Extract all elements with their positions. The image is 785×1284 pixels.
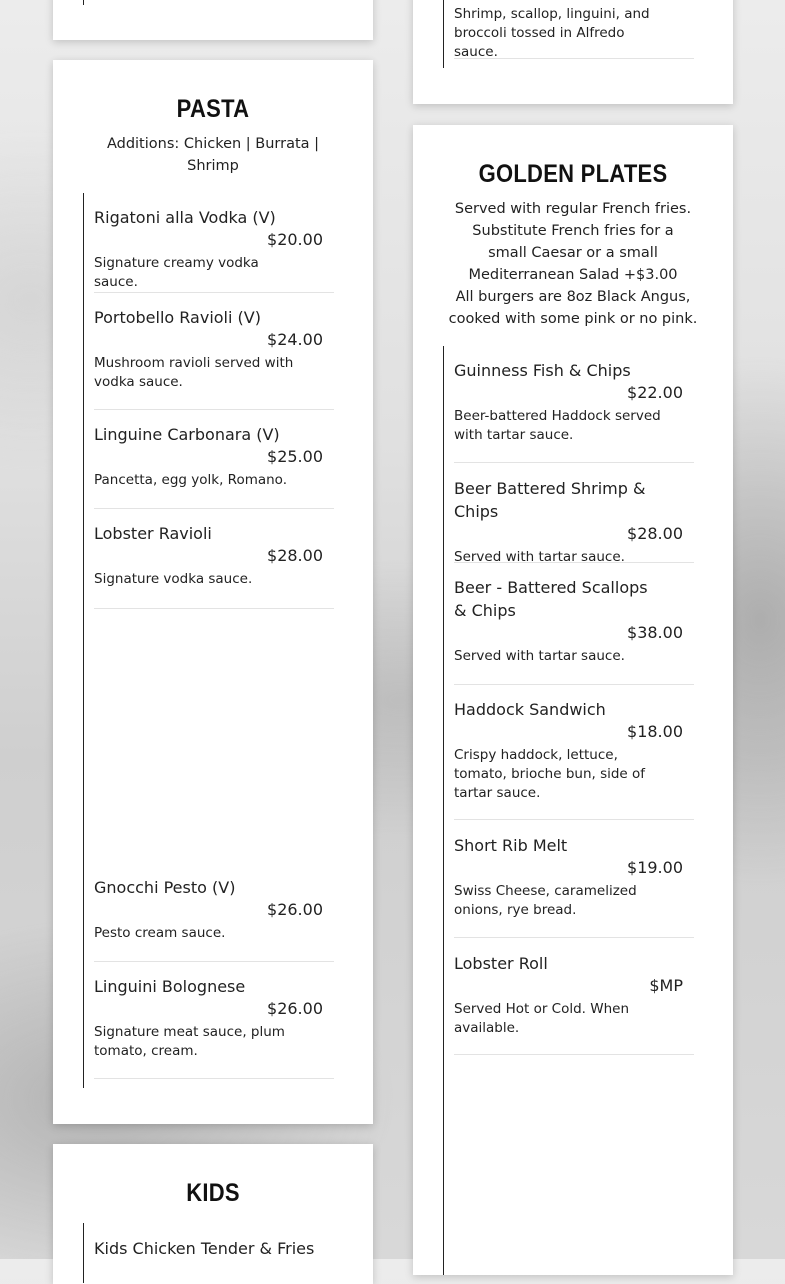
- item-name: Rigatoni alla Vodka (V): [94, 208, 276, 227]
- item-description: Signature meat sauce, plum tomato, cream.: [94, 1024, 285, 1059]
- item-description: Served with tartar sauce.: [454, 549, 625, 565]
- item-name: Linguini Bolognese: [94, 977, 246, 996]
- section-subtitle: Served with regular French fries. Substitute French fries for a small Caesar or a small Mediterranean Salad +$3.00: [454, 201, 692, 283]
- golden-plates-item-list: [443, 346, 683, 1275]
- item-name: Beer Battered Shrimp & Chips: [454, 479, 646, 521]
- item-name: Portobello Ravioli (V): [94, 308, 261, 327]
- menu-card-kids: [53, 1144, 373, 1284]
- menu-item[interactable]: [454, 359, 694, 463]
- item-description: Signature vodka sauce.: [94, 571, 253, 587]
- item-price: $26.00: [267, 900, 323, 919]
- item-name: Gnocchi Pesto (V): [94, 878, 236, 897]
- item-description: Beer-battered Haddock served with tartar sauce.: [454, 408, 661, 443]
- item-description: Pancetta, egg yolk, Romano.: [94, 472, 287, 488]
- item-name: Guinness Fish & Chips: [454, 361, 631, 380]
- menu-item[interactable]: [454, 698, 694, 820]
- menu-card-golden-plates: [413, 125, 733, 1275]
- item-name: Linguine Carbonara (V): [94, 425, 280, 444]
- item-description: Crispy haddock, lettuce, tomato, brioche bun, side of tartar sauce.: [454, 747, 646, 801]
- menu-item[interactable]: [94, 975, 334, 1079]
- item-name: Lobster Ravioli: [94, 524, 212, 543]
- section-title: KIDS: [186, 1179, 240, 1207]
- item-price: $MP: [649, 976, 683, 995]
- item-description: Swiss Cheese, caramelized onions, rye bread.: [454, 883, 637, 918]
- item-description: Mushroom ravioli served with vodka sauce.: [94, 355, 294, 390]
- section-title: GOLDEN PLATES: [478, 160, 668, 188]
- menu-item[interactable]: [94, 876, 334, 962]
- menu-item[interactable]: [94, 206, 334, 293]
- item-price: $38.00: [627, 623, 683, 642]
- item-name: Short Rib Melt: [454, 836, 568, 855]
- kids-item-list: [83, 1223, 315, 1283]
- item-price: $19.00: [627, 858, 683, 877]
- menu-item[interactable]: [454, 576, 694, 685]
- menu-item[interactable]: [454, 834, 694, 938]
- menu-card-previous-right: [413, 0, 733, 104]
- menu-item[interactable]: [454, 952, 694, 1055]
- menu-card-previous-left: [53, 0, 373, 40]
- item-price: $22.00: [627, 383, 683, 402]
- item-name: Kids Chicken Tender & Fries: [94, 1239, 315, 1258]
- section-title: PASTA: [176, 95, 250, 123]
- item-price: $28.00: [627, 524, 683, 543]
- item-price: $24.00: [267, 330, 323, 349]
- section-subtitle-burgers: All burgers are 8oz Black Angus, cooked with some pink or no pink.: [448, 289, 698, 327]
- item-description: Signature creamy vodka sauce.: [94, 255, 259, 290]
- menu-card-pasta: [53, 60, 373, 1124]
- item-name: Haddock Sandwich: [454, 700, 606, 719]
- item-price: $26.00: [267, 999, 323, 1018]
- items-rule: [443, 0, 650, 68]
- item-name: Beer - Battered Scallops & Chips: [454, 578, 648, 620]
- menu-item: [454, 5, 694, 59]
- pasta-item-list: [83, 193, 323, 1088]
- menu-item[interactable]: [94, 306, 334, 410]
- item-name: Lobster Roll: [454, 954, 548, 973]
- item-description: Pesto cream sauce.: [94, 925, 226, 941]
- menu-item[interactable]: [94, 423, 334, 509]
- menu-item[interactable]: [94, 1237, 334, 1277]
- items-rule: [83, 0, 84, 5]
- menu-item[interactable]: [94, 522, 334, 609]
- item-price: $20.00: [267, 230, 323, 249]
- item-price: $28.00: [267, 546, 323, 565]
- section-subtitle: Additions: Chicken | Burrata | Shrimp: [106, 136, 320, 174]
- menu-item[interactable]: [454, 477, 694, 563]
- item-description: Shrimp, scallop, linguini, and broccoli tossed in Alfredo sauce.: [454, 6, 650, 60]
- item-description: Served with tartar sauce.: [454, 648, 625, 664]
- item-price: $18.00: [627, 722, 683, 741]
- item-description: Served Hot or Cold. When available.: [454, 1001, 630, 1036]
- item-price: $25.00: [267, 447, 323, 466]
